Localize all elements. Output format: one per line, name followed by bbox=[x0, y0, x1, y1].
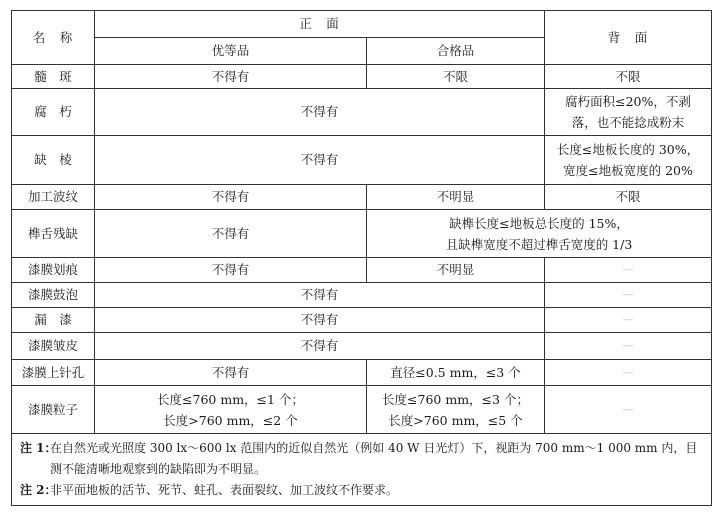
row-name: 漆膜上针孔 bbox=[12, 360, 95, 386]
header-name: 名 称 bbox=[12, 11, 95, 65]
cell-back: 不限 bbox=[545, 185, 712, 210]
cell-line: 长度>760 mm，≤5 个 bbox=[388, 412, 523, 428]
table-row bbox=[12, 185, 712, 210]
cell-back: — bbox=[545, 283, 712, 308]
cell-premium: 不得有 bbox=[95, 360, 367, 386]
cell-back: — bbox=[545, 386, 712, 434]
cell-premium: 不得有 bbox=[95, 258, 367, 283]
table-row bbox=[12, 258, 712, 283]
table-row bbox=[12, 210, 712, 258]
cell-premium bbox=[95, 386, 367, 434]
header-qualified: 合格品 bbox=[367, 38, 545, 65]
cell-back-line: 落，也不能捻成粉末 bbox=[571, 115, 685, 130]
header-front: 正 面 bbox=[95, 11, 545, 38]
table-row bbox=[12, 333, 712, 360]
cell-front: 不得有 bbox=[95, 89, 545, 136]
row-name: 漆膜划痕 bbox=[12, 258, 95, 283]
cell-line: 且缺榫宽度不超过榫舌宽度的 1/3 bbox=[445, 236, 633, 252]
note-2 bbox=[20, 480, 703, 501]
cell-qualified-back bbox=[367, 210, 712, 258]
row-name: 漆膜粒子 bbox=[12, 386, 95, 434]
header-back: 背 面 bbox=[545, 11, 712, 65]
cell-line: 长度≤760 mm，≤3 个； bbox=[382, 391, 529, 407]
defect-table bbox=[11, 10, 712, 506]
table-row bbox=[12, 386, 712, 434]
cell-front: 不得有 bbox=[95, 308, 545, 333]
row-name: 缺 棱 bbox=[12, 136, 95, 185]
notes-cell bbox=[12, 434, 712, 506]
cell-back: — bbox=[545, 258, 712, 283]
note-label: 注 1： bbox=[20, 441, 57, 455]
table-row bbox=[12, 89, 712, 136]
cell-line: 缺榫长度≤地板总长度的 15%， bbox=[449, 215, 629, 231]
table-row bbox=[12, 283, 712, 308]
cell-premium: 不得有 bbox=[95, 210, 367, 258]
cell-qualified: 直径≤0.5 mm，≤3 个 bbox=[367, 360, 545, 386]
row-name: 漆膜皱皮 bbox=[12, 333, 95, 360]
cell-qualified: 不明显 bbox=[367, 258, 545, 283]
note-1 bbox=[20, 438, 703, 480]
row-name: 漆膜鼓泡 bbox=[12, 283, 95, 308]
cell-back bbox=[545, 136, 712, 185]
defect-table-container bbox=[11, 10, 711, 506]
cell-front: 不得有 bbox=[95, 283, 545, 308]
note-text: 在自然光或光照度 300 lx～600 lx 范围内的近似自然光（例如 40 W 日光灯）下，视距为 700 mm～1 000 mm 内，目测不能清晰地观察到的缺陷即为不明显。 bbox=[50, 441, 698, 476]
cell-line: 长度>760 mm，≤2 个 bbox=[163, 412, 298, 428]
cell-qualified bbox=[367, 386, 545, 434]
row-name: 榫舌残缺 bbox=[12, 210, 95, 258]
cell-back: — bbox=[545, 308, 712, 333]
note-text: 非平面地板的活节、死节、蛀孔、表面裂纹、加工波纹不作要求。 bbox=[50, 483, 399, 497]
cell-qualified: 不限 bbox=[367, 65, 545, 89]
cell-premium: 不得有 bbox=[95, 185, 367, 210]
cell-back: 不限 bbox=[545, 65, 712, 89]
cell-back: — bbox=[545, 360, 712, 386]
cell-back-line: 长度≤地板长度的 30%， bbox=[556, 142, 700, 157]
cell-back: — bbox=[545, 333, 712, 360]
table-row bbox=[12, 308, 712, 333]
notes-row bbox=[12, 434, 712, 506]
header-premium: 优等品 bbox=[95, 38, 367, 65]
cell-line: 长度≤760 mm，≤1 个； bbox=[157, 391, 304, 407]
cell-front: 不得有 bbox=[95, 333, 545, 360]
table-row bbox=[12, 65, 712, 89]
row-name: 腐 朽 bbox=[12, 89, 95, 136]
note-label: 注 2： bbox=[20, 483, 57, 497]
row-name: 漏 漆 bbox=[12, 308, 95, 333]
cell-premium: 不得有 bbox=[95, 65, 367, 89]
cell-back bbox=[545, 89, 712, 136]
cell-qualified: 不明显 bbox=[367, 185, 545, 210]
table-row bbox=[12, 360, 712, 386]
cell-back-line: 宽度≤地板宽度的 20% bbox=[563, 163, 693, 178]
table-row bbox=[12, 136, 712, 185]
cell-front: 不得有 bbox=[95, 136, 545, 185]
row-name: 加工波纹 bbox=[12, 185, 95, 210]
row-name: 髓 斑 bbox=[12, 65, 95, 89]
cell-back-line: 腐朽面积≤20%，不剥 bbox=[565, 94, 691, 109]
